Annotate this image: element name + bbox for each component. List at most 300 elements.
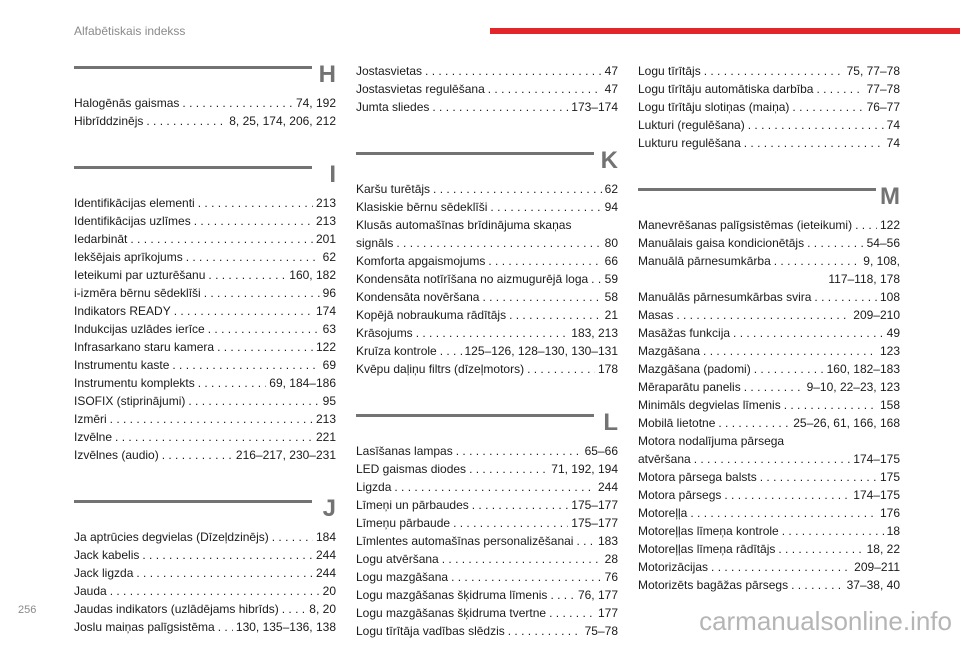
index-entry-pages: 122 <box>315 340 336 354</box>
dot-leader <box>416 324 569 342</box>
index-entry <box>356 550 618 568</box>
dot-leader <box>204 284 320 302</box>
index-entry <box>356 622 618 640</box>
index-entry-pages-continued: 117–118, 178 <box>828 272 900 286</box>
index-entry <box>356 180 618 198</box>
index-entry-pages: 201 <box>315 232 336 246</box>
index-entry <box>74 356 336 374</box>
index-entry-pages: 66 <box>604 254 618 268</box>
index-entry <box>356 252 618 270</box>
index-entry-label: Indikators READY <box>74 304 171 318</box>
dot-leader <box>792 98 863 116</box>
dot-leader <box>576 532 595 550</box>
index-entry <box>74 618 336 636</box>
index-entry-label: Ieteikumi par uzturēšanu <box>74 268 206 282</box>
index-entry <box>638 98 900 116</box>
index-entry-label: Kondensāta notīrīšana no aizmugurējā loga <box>356 272 589 286</box>
index-entry-pages: 75, 77–78 <box>846 64 900 78</box>
dot-leader <box>194 212 313 230</box>
index-column-3 <box>638 60 900 624</box>
index-entry-label: Mazgāšana <box>638 344 701 358</box>
index-entry <box>74 582 336 600</box>
index-entry <box>356 568 618 586</box>
index-entry <box>638 62 900 80</box>
index-entry-label: Karšu turētājs <box>356 182 431 196</box>
index-section <box>74 160 336 464</box>
page-number: 256 <box>18 604 37 616</box>
dot-leader <box>711 558 851 576</box>
index-column-2 <box>356 60 618 670</box>
index-entry-label: Lukturu regulēšana <box>638 136 741 150</box>
dot-leader <box>136 564 313 582</box>
dot-leader <box>791 576 844 594</box>
index-entry-label: Infrasarkano staru kamera <box>74 340 215 354</box>
index-entries <box>74 94 336 130</box>
index-entry-pages: 176 <box>879 506 900 520</box>
index-entry <box>74 428 336 446</box>
section-heading <box>356 408 618 440</box>
index-entry-label: Līmeņi un pārbaudes <box>356 498 469 512</box>
index-entry-label: Jack ligzda <box>74 566 134 580</box>
index-entry <box>356 532 618 550</box>
dot-leader <box>146 112 226 130</box>
index-entry-label: Jostasvietas regulēšana <box>356 82 485 96</box>
index-entry <box>356 98 618 116</box>
index-entry-label: Logu mazgāšanas šķidruma līmenis <box>356 588 548 602</box>
index-entry <box>74 302 336 320</box>
index-entry-label: Motora pārsegs <box>638 488 722 502</box>
index-entry <box>74 564 336 582</box>
index-entry-pages: 74 <box>886 118 900 132</box>
index-entry-label: Klusās automašīnas brīdinājuma skaņas <box>356 218 572 232</box>
index-entry <box>356 288 618 306</box>
index-entry <box>638 360 900 378</box>
index-entry-pages: 62 <box>604 182 618 196</box>
index-entry-label: Manuālās pārnesumkārbas svira <box>638 290 812 304</box>
index-entry-label: Kvēpu daļiņu filtrs (dīzeļmotors) <box>356 362 525 376</box>
index-entry <box>356 514 618 532</box>
index-entries <box>74 194 336 464</box>
index-entry-label: Logu tīrītāju slotiņas (maiņa) <box>638 100 790 114</box>
index-entry-label: ISOFIX (stiprinājumi) <box>74 394 186 408</box>
index-entry-pages: 18 <box>886 524 900 538</box>
index-entry-pages: 28 <box>604 552 618 566</box>
index-entry-label: Mazgāšana (padomi) <box>638 362 751 376</box>
index-entry-label: Motorizācijas <box>638 560 709 574</box>
index-entry-pages: 8, 20 <box>309 602 336 616</box>
index-entry <box>74 266 336 284</box>
index-entry <box>356 80 618 98</box>
index-entry <box>638 522 900 540</box>
dot-leader <box>550 586 575 604</box>
index-entry-pages: 158 <box>879 398 900 412</box>
index-entry <box>74 230 336 248</box>
index-entry <box>356 62 618 80</box>
index-entry-pages: 183, 213 <box>571 326 618 340</box>
index-entry-label: Kondensāta novēršana <box>356 290 480 304</box>
index-entry-label: Izvēlne <box>74 430 113 444</box>
dot-leader <box>433 180 602 198</box>
index-entry-label: Izvēlnes (audio) <box>74 448 159 462</box>
index-entry-pages: 69, 184–186 <box>269 376 336 390</box>
index-entry <box>638 504 900 522</box>
section-divider <box>74 66 312 69</box>
dot-leader <box>748 116 884 134</box>
dot-leader <box>440 342 462 360</box>
index-entry <box>74 194 336 212</box>
index-entry-pages: 18, 22 <box>866 542 900 556</box>
watermark: carmanualsonline.info <box>699 606 952 636</box>
index-entry-label: Logu tīrītāja vadības slēdzis <box>356 624 505 638</box>
dot-leader <box>703 342 877 360</box>
dot-leader <box>744 134 884 152</box>
index-entry-pages: 95 <box>322 394 336 408</box>
index-entry-label: Klasiskie bērnu sēdeklīši <box>356 200 488 214</box>
index-entry-label: Iedarbināt <box>74 232 128 246</box>
dot-leader <box>490 198 601 216</box>
index-entry <box>74 374 336 392</box>
section-letter: M <box>880 183 900 210</box>
index-entry-pages: 76–77 <box>866 100 900 114</box>
dot-leader <box>488 80 602 98</box>
index-entry <box>356 496 618 514</box>
index-entry-pages: 130, 135–136, 138 <box>235 620 336 634</box>
dot-leader <box>782 522 884 540</box>
dot-leader <box>694 450 851 468</box>
index-entry-label: Motorizēts bagāžas pārsegs <box>638 578 789 592</box>
section-divider <box>74 166 312 169</box>
index-entry-pages: 125–126, 128–130, 130–131 <box>464 344 618 358</box>
index-entry-label: Instrumentu kaste <box>74 358 170 372</box>
dot-leader <box>432 98 568 116</box>
index-entry-label: Joslu maiņas palīgsistēma <box>74 620 215 634</box>
dot-leader <box>733 324 884 342</box>
index-entry-pages: 183 <box>597 534 618 548</box>
dot-leader <box>816 80 863 98</box>
index-entry <box>74 410 336 428</box>
dot-leader <box>188 392 319 410</box>
index-entry <box>74 392 336 410</box>
index-entry-label: Identifikācijas uzlīmes <box>74 214 191 228</box>
index-entry-pages: 174–175 <box>853 488 900 502</box>
section-divider <box>356 414 594 417</box>
index-entry-pages: 213 <box>315 196 336 210</box>
dot-leader <box>456 442 582 460</box>
index-entry <box>356 460 618 478</box>
dot-leader <box>282 600 307 618</box>
index-entry-pages: 209–211 <box>854 560 900 574</box>
index-entry-pages: 9–10, 22–23, 123 <box>806 380 900 394</box>
index-entry-pages: 94 <box>604 200 618 214</box>
index-entry-label: Jumta sliedes <box>356 100 430 114</box>
dot-leader <box>208 266 286 284</box>
index-entries <box>356 442 618 640</box>
section-letter: H <box>318 61 336 88</box>
index-entry <box>74 528 336 546</box>
index-entries <box>74 528 336 636</box>
index-entry-label: Motoreļļa <box>638 506 688 520</box>
index-entry-pages: 122 <box>879 218 900 232</box>
dot-leader <box>115 428 313 446</box>
index-entry-pages: 76, 177 <box>577 588 618 602</box>
dot-leader <box>509 306 602 324</box>
index-entry-pages: 178 <box>597 362 618 376</box>
index-entry-pages: 21 <box>604 308 618 322</box>
index-entry-label: Līmlentes automašīnas personalizēšanai <box>356 534 574 548</box>
dot-leader <box>186 248 320 266</box>
index-entry <box>356 324 618 342</box>
index-entry <box>638 134 900 152</box>
dot-leader <box>807 234 864 252</box>
index-entry-label: Masāžas funkcija <box>638 326 731 340</box>
index-entry-label: Manuālā pārnesumkārba <box>638 254 771 268</box>
dot-leader <box>482 288 601 306</box>
index-entry-pages: 74, 192 <box>295 96 336 110</box>
index-entry <box>638 558 900 576</box>
index-entry <box>74 600 336 618</box>
index-entry <box>638 234 900 252</box>
index-section <box>356 146 618 378</box>
index-entry-label: Kopējā nobraukuma rādītājs <box>356 308 507 322</box>
index-entry <box>74 320 336 338</box>
index-section <box>356 62 618 116</box>
index-entry-pages: 20 <box>322 584 336 598</box>
dot-leader <box>784 396 877 414</box>
index-entry-label: Manuālais gaisa kondicionētājs <box>638 236 805 250</box>
dot-leader <box>218 618 233 636</box>
index-entry-pages: 244 <box>315 548 336 562</box>
index-entry-label: Iekšējais aprīkojums <box>74 250 183 264</box>
dot-leader <box>472 496 569 514</box>
index-entry-pages: 174 <box>315 304 336 318</box>
index-entry-pages: 75–78 <box>584 624 618 638</box>
index-entry-label: Lukturi (regulēšana) <box>638 118 745 132</box>
index-entry-pages: 174–175 <box>853 452 900 466</box>
index-entry <box>638 396 900 414</box>
index-entry-pages: 177 <box>597 606 618 620</box>
index-entry-pages: 213 <box>315 214 336 228</box>
index-entry-label: Ligzda <box>356 480 392 494</box>
index-section <box>356 408 618 640</box>
dot-leader <box>172 356 319 374</box>
index-section <box>74 494 336 636</box>
index-entry-label: Indukcijas uzlādes ierīce <box>74 322 205 336</box>
index-entry-pages: 244 <box>597 480 618 494</box>
index-entry-label: Izmēri <box>74 412 107 426</box>
dot-leader <box>814 288 877 306</box>
index-entry-label: Motora nodalījuma pārsega <box>638 434 785 448</box>
dot-leader <box>451 568 602 586</box>
index-entries <box>356 62 618 116</box>
index-entry-label: Lasīšanas lampas <box>356 444 453 458</box>
index-entry-pages: 184 <box>315 530 336 544</box>
index-entry-label: LED gaismas diodes <box>356 462 467 476</box>
index-entry-label: Instrumentu komplekts <box>74 376 195 390</box>
index-entry <box>356 586 618 604</box>
dot-leader <box>425 62 602 80</box>
dot-leader <box>130 230 313 248</box>
index-entry-pages: 175–177 <box>571 516 618 530</box>
dot-leader <box>198 374 267 392</box>
index-entry-label: Identifikācijas elementi <box>74 196 195 210</box>
section-heading <box>74 60 336 92</box>
index-entry <box>638 216 900 234</box>
index-entry <box>356 270 618 288</box>
index-entry <box>638 80 900 98</box>
index-entry <box>356 360 618 378</box>
index-entry-pages: 209–210 <box>853 308 900 322</box>
section-letter: L <box>603 409 618 436</box>
index-entry <box>356 604 618 622</box>
index-entry-pages: 59 <box>604 272 618 286</box>
dot-leader <box>162 446 233 464</box>
index-entries <box>638 62 900 152</box>
dot-leader <box>718 414 790 432</box>
index-entry-label: Jack kabelis <box>74 548 140 562</box>
index-entry-label: Logu mazgāšana <box>356 570 449 584</box>
index-entry <box>638 486 900 504</box>
index-entry-label: Manevrēšanas palīgsistēmas (ieteikumi) <box>638 218 853 232</box>
section-divider <box>74 500 312 503</box>
dot-leader <box>855 216 877 234</box>
index-entry <box>356 478 618 496</box>
index-entry-label: Jauda <box>74 584 107 598</box>
section-heading <box>74 160 336 192</box>
section-heading <box>638 182 900 214</box>
index-entry-pages: 71, 192, 194 <box>551 462 618 476</box>
index-entry-pages: 37–38, 40 <box>846 578 900 592</box>
dot-leader <box>142 546 313 564</box>
dot-leader <box>198 194 313 212</box>
dot-leader <box>394 478 595 496</box>
index-entry-label: atvēršana <box>638 452 691 466</box>
dot-leader <box>508 622 582 640</box>
dot-leader <box>690 504 877 522</box>
index-entry-pages: 49 <box>886 326 900 340</box>
index-entry-pages: 221 <box>315 430 336 444</box>
index-entry <box>74 212 336 230</box>
dot-leader <box>110 582 320 600</box>
index-entry-label: Mobilā lietotne <box>638 416 716 430</box>
index-entry-pages: 175 <box>879 470 900 484</box>
index-entry <box>638 342 900 360</box>
index-entry-pages: 173–174 <box>571 100 618 114</box>
index-entry-pages: 62 <box>322 250 336 264</box>
section-letter: I <box>329 161 336 188</box>
index-entry-label: signāls <box>356 236 394 250</box>
index-entry-pages: 47 <box>604 64 618 78</box>
index-entry-pages: 80 <box>604 236 618 250</box>
index-entry <box>638 306 900 324</box>
dot-leader <box>110 410 313 428</box>
index-section <box>638 182 900 594</box>
index-entry-pages: 175–177 <box>571 498 618 512</box>
dot-leader <box>591 270 601 288</box>
index-entries <box>638 216 900 594</box>
index-entry <box>356 306 618 324</box>
index-entry-label: Komforta apgaismojums <box>356 254 486 268</box>
index-entry-pages: 54–56 <box>866 236 900 250</box>
index-entry-pages: 74 <box>886 136 900 150</box>
dot-leader <box>724 486 850 504</box>
dot-leader <box>217 338 313 356</box>
dot-leader <box>174 302 313 320</box>
index-entry-label: Motoreļļas līmeņa rādītājs <box>638 542 776 556</box>
index-entry <box>638 324 900 342</box>
index-entry <box>638 378 900 396</box>
index-entry-label: Motoreļļas līmeņa kontrole <box>638 524 779 538</box>
index-entries <box>356 180 618 378</box>
section-divider <box>638 188 876 191</box>
index-entry-label: Līmeņu pārbaude <box>356 516 451 530</box>
index-entry-pages: 69 <box>322 358 336 372</box>
index-entry-pages: 77–78 <box>866 82 900 96</box>
dot-leader <box>778 540 863 558</box>
index-entry-pages: 108 <box>879 290 900 304</box>
index-entry-pages: 58 <box>604 290 618 304</box>
index-entry-pages: 76 <box>604 570 618 584</box>
dot-leader <box>744 378 804 396</box>
index-entry-pages: 63 <box>322 322 336 336</box>
index-entry-pages: 25–26, 61, 166, 168 <box>793 416 900 430</box>
dot-leader <box>182 94 293 112</box>
dot-leader <box>442 550 602 568</box>
index-column-1 <box>74 60 336 666</box>
index-entry-pages: 160, 182 <box>289 268 336 282</box>
index-entry-label: Logu tīrītājs <box>638 64 701 78</box>
index-entry-label: Masas <box>638 308 674 322</box>
index-entry-label: Minimāls degvielas līmenis <box>638 398 781 412</box>
index-entry-pages: 65–66 <box>584 444 618 458</box>
index-entry <box>638 288 900 306</box>
dot-leader <box>676 306 850 324</box>
dot-leader <box>272 528 313 546</box>
section-divider <box>356 152 594 155</box>
index-entry-pages: 96 <box>322 286 336 300</box>
index-entry-label: Kruīza kontrole <box>356 344 437 358</box>
index-entry <box>356 234 618 252</box>
index-entry <box>638 468 900 486</box>
index-entry-pages: 244 <box>315 566 336 580</box>
dot-leader <box>774 252 861 270</box>
header-accent-bar <box>490 28 960 34</box>
dot-leader <box>754 360 824 378</box>
dot-leader <box>208 320 320 338</box>
index-entry <box>74 546 336 564</box>
index-entry-label: Krāsojums <box>356 326 413 340</box>
index-entry <box>638 252 900 270</box>
index-entry <box>638 414 900 432</box>
index-entry-pages: 47 <box>604 82 618 96</box>
index-entry <box>74 112 336 130</box>
dot-leader <box>396 234 601 252</box>
dot-leader <box>453 514 568 532</box>
index-entry-label: i-izmēra bērnu sēdeklīši <box>74 286 201 300</box>
index-entry <box>638 540 900 558</box>
index-entry-pages: 160, 182–183 <box>826 362 900 376</box>
index-entry-label: Jostasvietas <box>356 64 423 78</box>
section-letter: J <box>322 495 336 522</box>
index-entry <box>74 94 336 112</box>
index-section <box>638 62 900 152</box>
index-entry <box>638 116 900 134</box>
section-heading <box>356 146 618 178</box>
section-heading <box>74 494 336 526</box>
index-entry-pages: 9, 108, <box>863 254 900 268</box>
index-entry <box>356 442 618 460</box>
index-entry-label: Motora pārsega balsts <box>638 470 757 484</box>
index-entry <box>74 338 336 356</box>
